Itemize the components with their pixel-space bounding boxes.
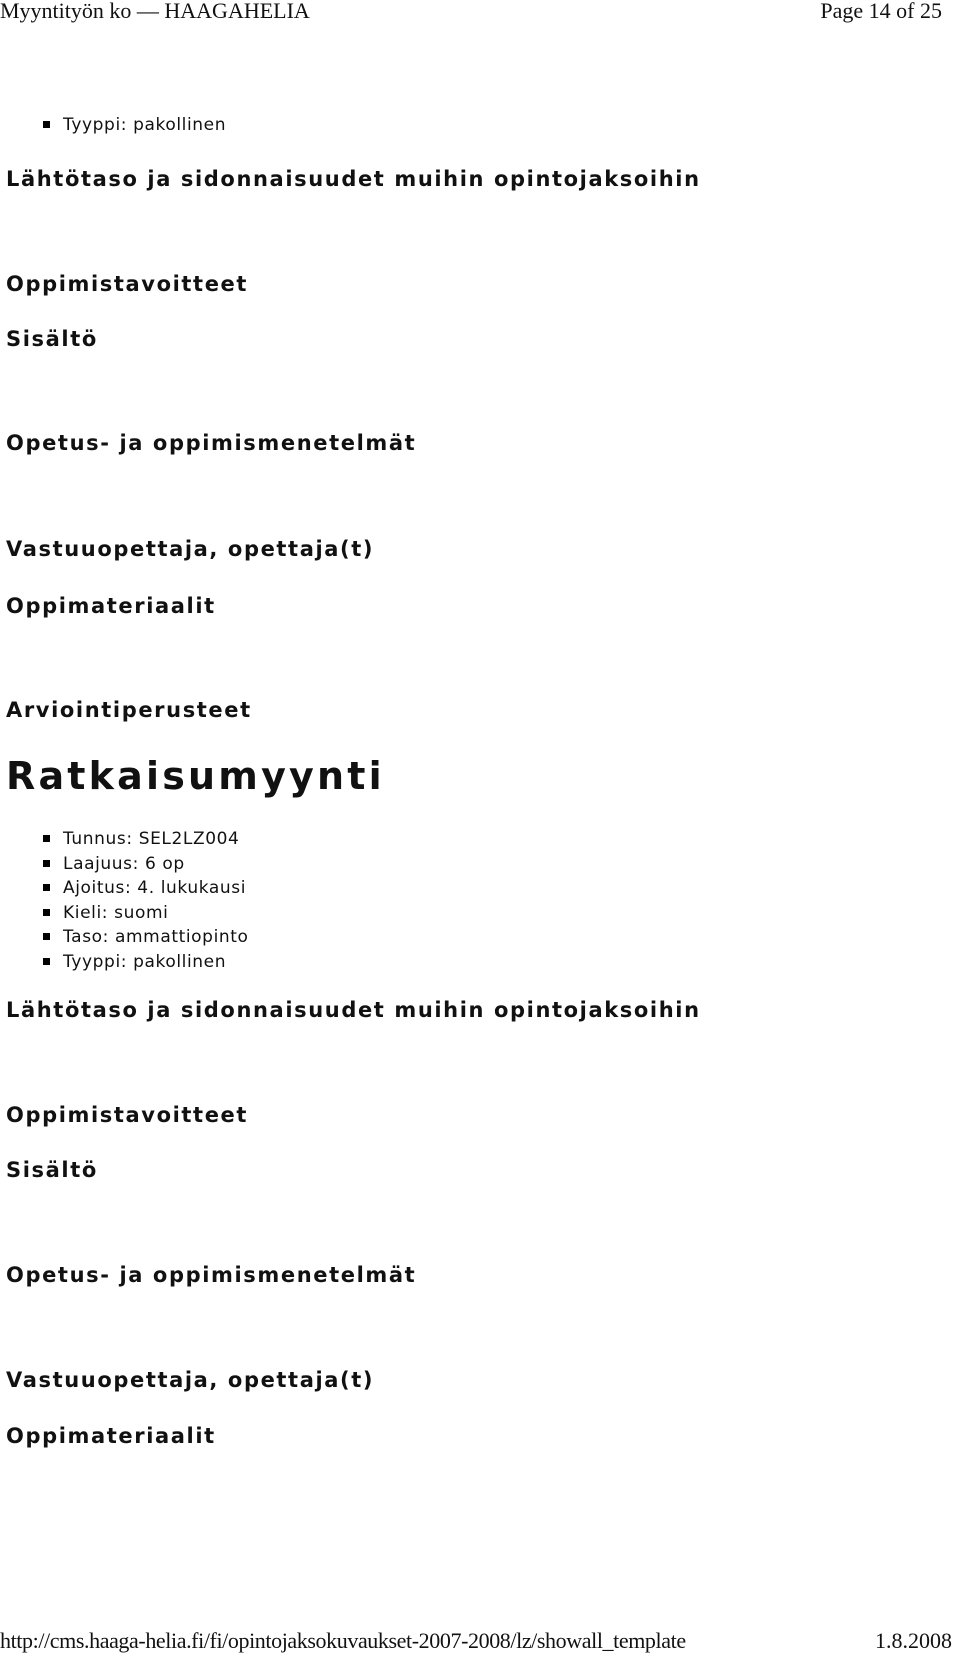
heading-prerequisites: Lähtötaso ja sidonnaisuudet muihin opintojaksoihin — [6, 167, 701, 191]
square-bullet-icon — [43, 835, 50, 842]
fact-item-code — [43, 827, 249, 852]
heading-assessment: Arviointiperusteet — [6, 698, 252, 722]
heading-objectives: Oppimistavoitteet — [6, 1103, 249, 1127]
course-facts — [43, 827, 249, 975]
print-header — [0, 0, 960, 24]
heading-prerequisites: Lähtötaso ja sidonnaisuudet muihin opintojaksoihin — [6, 998, 701, 1022]
fact-text: Taso: ammattiopinto — [63, 927, 249, 948]
fact-item-credits — [43, 852, 249, 877]
heading-teachers: Vastuuopettaja, opettaja(t) — [6, 537, 375, 561]
source-url: http://cms.haaga-helia.fi/fi/opintojaksokuvaukset-2007-2008/lz/showall_template — [0, 1628, 686, 1653]
heading-content: Sisältö — [6, 1158, 98, 1182]
heading-objectives: Oppimistavoitteet — [6, 272, 249, 296]
heading-teachers: Vastuuopettaja, opettaja(t) — [6, 1368, 375, 1392]
fact-text: Tyyppi: pakollinen — [63, 951, 227, 972]
square-bullet-icon — [43, 933, 50, 940]
heading-materials: Oppimateriaalit — [6, 594, 216, 618]
heading-methods: Opetus- ja oppimismenetelmät — [6, 431, 417, 455]
square-bullet-icon — [43, 860, 50, 867]
fact-item-type — [43, 950, 249, 975]
square-bullet-icon — [43, 884, 50, 891]
page-number: Page 14 of 25 — [820, 0, 942, 23]
fact-item-type — [43, 113, 226, 138]
fact-item-language — [43, 901, 249, 926]
course-title: Ratkaisumyynti — [6, 754, 385, 798]
heading-materials: Oppimateriaalit — [6, 1424, 216, 1448]
print-footer — [0, 1630, 960, 1654]
square-bullet-icon — [43, 121, 50, 128]
document-title: Myyntityön ko — HAAGAHELIA — [0, 0, 310, 23]
fact-item-level — [43, 925, 249, 950]
fact-text: Kieli: suomi — [63, 902, 169, 923]
square-bullet-icon — [43, 909, 50, 916]
prev-course-facts — [43, 113, 226, 138]
heading-content: Sisältö — [6, 327, 98, 351]
fact-text: Laajuus: 6 op — [63, 853, 185, 874]
fact-text: Ajoitus: 4. lukukausi — [63, 878, 247, 899]
square-bullet-icon — [43, 958, 50, 965]
fact-text: Tyyppi: pakollinen — [63, 115, 227, 135]
print-date: 1.8.2008 — [875, 1628, 952, 1653]
fact-item-timing — [43, 876, 249, 901]
heading-methods: Opetus- ja oppimismenetelmät — [6, 1263, 417, 1287]
fact-text: Tunnus: SEL2LZ004 — [63, 829, 240, 849]
